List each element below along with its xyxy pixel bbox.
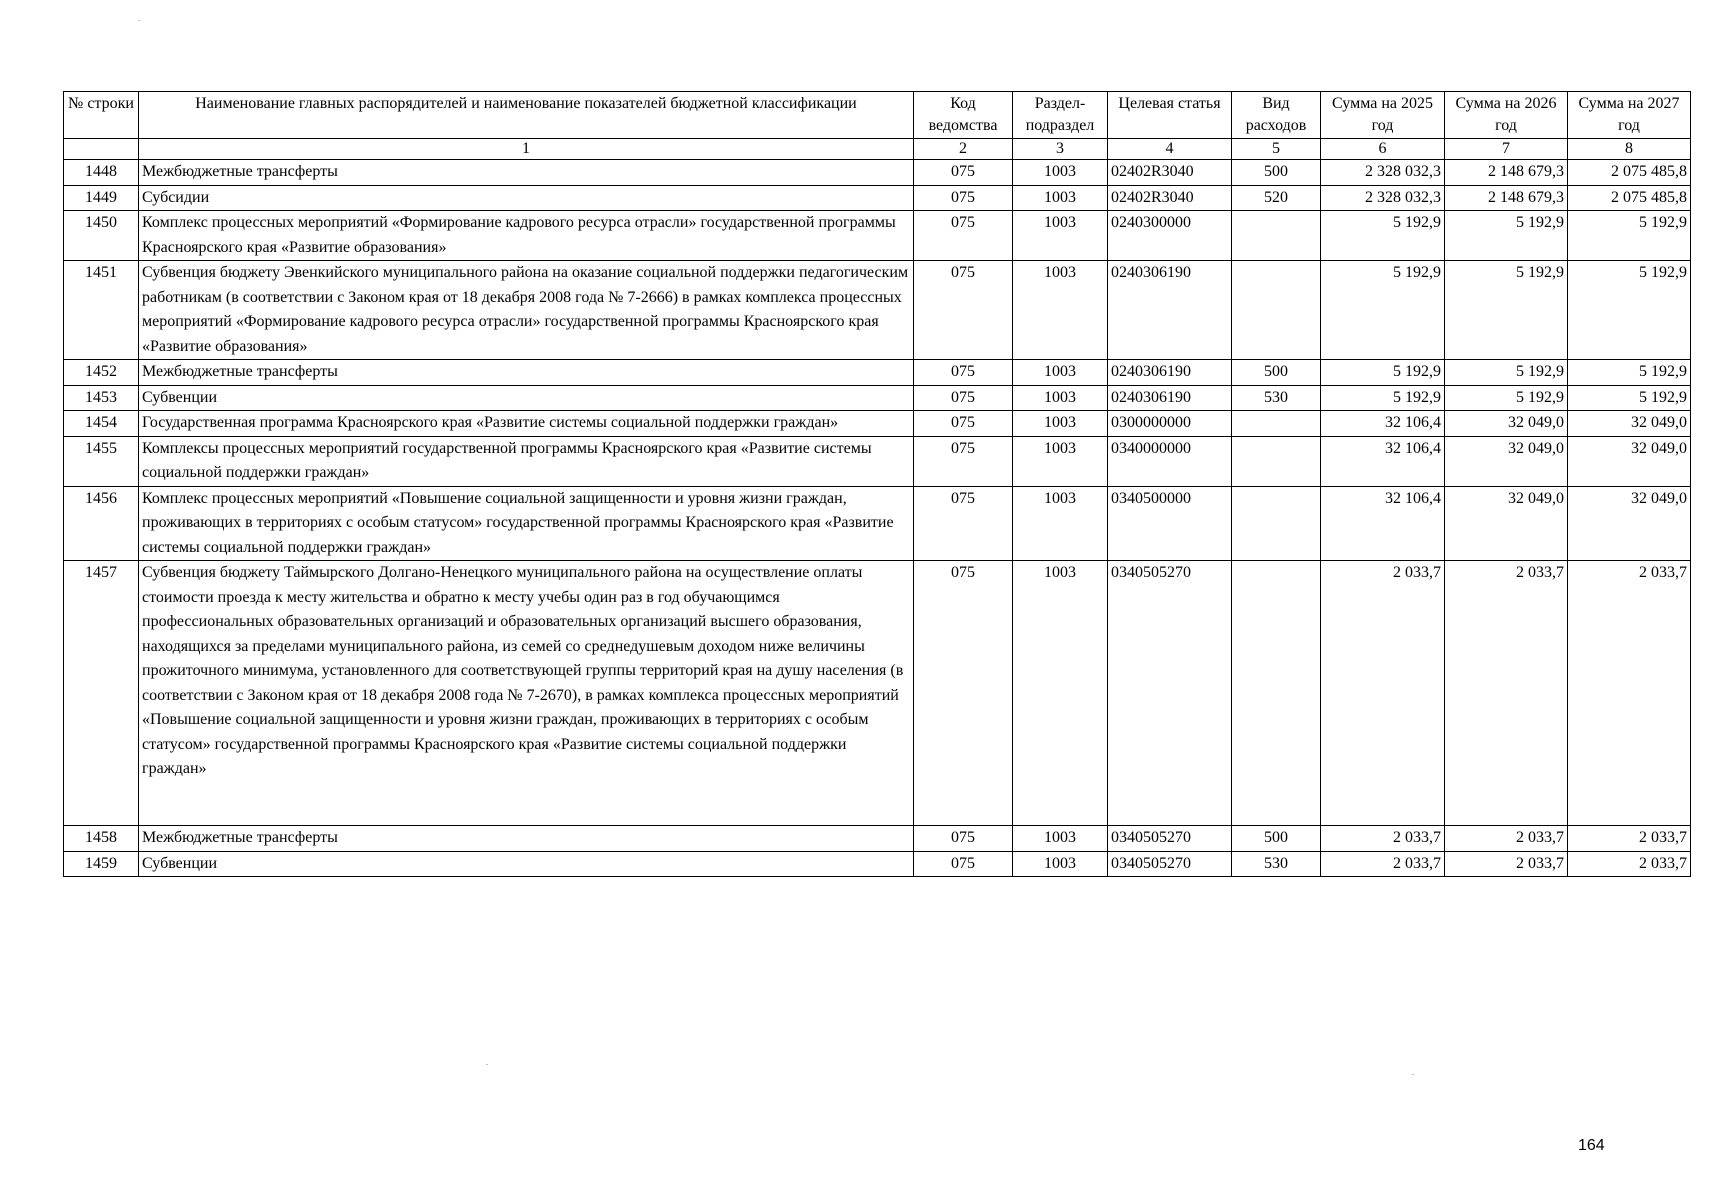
table-row <box>64 561 1691 826</box>
row-expense-type: 530 <box>1232 385 1321 411</box>
row-sum-2026: 2 033,7 <box>1445 851 1568 877</box>
row-name: Государственная программа Красноярского края «Развитие системы социальной поддержки граждан» <box>139 411 914 437</box>
row-sum-2027: 2 033,7 <box>1568 561 1691 826</box>
row-sum-2025: 2 033,7 <box>1321 826 1445 852</box>
row-department-code: 075 <box>914 436 1013 486</box>
column-number-empty <box>64 139 139 160</box>
row-expense-type: 500 <box>1232 826 1321 852</box>
row-target-article: 0340000000 <box>1108 436 1232 486</box>
row-number: 1450 <box>64 211 139 261</box>
row-department-code: 075 <box>914 561 1013 826</box>
row-department-code: 075 <box>914 385 1013 411</box>
row-sum-2025: 5 192,9 <box>1321 261 1445 360</box>
row-number: 1451 <box>64 261 139 360</box>
row-sum-2027: 2 033,7 <box>1568 851 1691 877</box>
row-section: 1003 <box>1013 261 1108 360</box>
row-target-article: 0240306190 <box>1108 385 1232 411</box>
table-row <box>64 185 1691 211</box>
row-expense-type <box>1232 561 1321 826</box>
row-number: 1456 <box>64 486 139 561</box>
row-target-article: 02402R3040 <box>1108 185 1232 211</box>
scan-speck <box>486 1064 488 1065</box>
row-sum-2027: 5 192,9 <box>1568 211 1691 261</box>
row-sum-2027: 2 075 485,8 <box>1568 185 1691 211</box>
row-name: Межбюджетные трансферты <box>139 826 914 852</box>
scan-speck <box>138 20 140 21</box>
header-sum-2026: Сумма на 2026 год <box>1445 92 1568 139</box>
row-sum-2027: 2 075 485,8 <box>1568 160 1691 186</box>
row-name: Межбюджетные трансферты <box>139 360 914 386</box>
row-sum-2026: 2 148 679,3 <box>1445 160 1568 186</box>
row-number: 1455 <box>64 436 139 486</box>
row-name: Комплекс процессных мероприятий «Формирование кадрового ресурса отрасли» государственной программы Красноярского края «Развитие образования» <box>139 211 914 261</box>
column-number: 8 <box>1568 139 1691 160</box>
header-section: Раздел-подраздел <box>1013 92 1108 139</box>
row-target-article: 0300000000 <box>1108 411 1232 437</box>
table-row <box>64 486 1691 561</box>
row-sum-2025: 2 033,7 <box>1321 561 1445 826</box>
row-department-code: 075 <box>914 411 1013 437</box>
row-department-code: 075 <box>914 160 1013 186</box>
row-department-code: 075 <box>914 211 1013 261</box>
row-sum-2026: 2 148 679,3 <box>1445 185 1568 211</box>
row-sum-2026: 5 192,9 <box>1445 385 1568 411</box>
row-expense-type <box>1232 411 1321 437</box>
row-name: Субвенции <box>139 385 914 411</box>
row-target-article: 0340505270 <box>1108 851 1232 877</box>
row-sum-2027: 32 049,0 <box>1568 411 1691 437</box>
row-sum-2026: 32 049,0 <box>1445 436 1568 486</box>
row-section: 1003 <box>1013 561 1108 826</box>
row-sum-2025: 5 192,9 <box>1321 385 1445 411</box>
row-target-article: 0340500000 <box>1108 486 1232 561</box>
table-row <box>64 436 1691 486</box>
row-section: 1003 <box>1013 385 1108 411</box>
column-number: 3 <box>1013 139 1108 160</box>
row-sum-2027: 5 192,9 <box>1568 261 1691 360</box>
table-body <box>64 160 1691 877</box>
column-number: 6 <box>1321 139 1445 160</box>
table-row <box>64 411 1691 437</box>
row-number: 1452 <box>64 360 139 386</box>
row-expense-type <box>1232 436 1321 486</box>
row-section: 1003 <box>1013 360 1108 386</box>
row-sum-2025: 32 106,4 <box>1321 436 1445 486</box>
column-number: 4 <box>1108 139 1232 160</box>
column-number: 1 <box>139 139 914 160</box>
header-name: Наименование главных распорядителей и наименование показателей бюджетной классификации <box>139 92 914 139</box>
row-department-code: 075 <box>914 486 1013 561</box>
table-row <box>64 261 1691 360</box>
row-department-code: 075 <box>914 851 1013 877</box>
column-number: 7 <box>1445 139 1568 160</box>
row-sum-2026: 5 192,9 <box>1445 211 1568 261</box>
row-expense-type <box>1232 261 1321 360</box>
row-target-article: 02402R3040 <box>1108 160 1232 186</box>
row-section: 1003 <box>1013 486 1108 561</box>
row-section: 1003 <box>1013 160 1108 186</box>
budget-table <box>63 91 1691 877</box>
table-row <box>64 826 1691 852</box>
row-sum-2025: 2 328 032,3 <box>1321 185 1445 211</box>
row-section: 1003 <box>1013 826 1108 852</box>
table-row <box>64 385 1691 411</box>
scan-speck <box>1412 1074 1414 1075</box>
header-sum-2025: Сумма на 2025 год <box>1321 92 1445 139</box>
row-sum-2027: 2 033,7 <box>1568 826 1691 852</box>
header-expense-type: Вид расходов <box>1232 92 1321 139</box>
header-row-number: № строки <box>64 92 139 139</box>
row-section: 1003 <box>1013 436 1108 486</box>
row-expense-type: 500 <box>1232 160 1321 186</box>
row-sum-2027: 32 049,0 <box>1568 486 1691 561</box>
header-target-article: Целевая статья <box>1108 92 1232 139</box>
row-number: 1454 <box>64 411 139 437</box>
row-name: Субвенции <box>139 851 914 877</box>
row-department-code: 075 <box>914 360 1013 386</box>
row-number: 1458 <box>64 826 139 852</box>
column-number-row <box>64 139 1691 160</box>
table-row <box>64 160 1691 186</box>
row-section: 1003 <box>1013 185 1108 211</box>
row-name: Межбюджетные трансферты <box>139 160 914 186</box>
row-name: Субсидии <box>139 185 914 211</box>
row-target-article: 0340505270 <box>1108 826 1232 852</box>
row-sum-2025: 5 192,9 <box>1321 360 1445 386</box>
column-number: 5 <box>1232 139 1321 160</box>
row-sum-2025: 2 328 032,3 <box>1321 160 1445 186</box>
table-row <box>64 211 1691 261</box>
row-name: Субвенция бюджету Таймырского Долгано-Ненецкого муниципального района на осуществление оплаты стоимости проезда к месту жительства и обратно к месту учебы один раз в год обучающимся профессиональных образовательных организаций и образовательных организаций высшего образования, находящихся за пределами муниципального района, из семей со среднедушевым доходом ниже величины прожиточного минимума, установленного для соответствующей группы территорий края на душу населения (в соответствии с Законом края от 18 декабря 2008 года № 7-2670), в рамках комплекса процессных мероприятий «Повышение социальной защищенности и уровня жизни граждан, проживающих в территориях с особым статусом» государственной программы Красноярского края «Развитие системы социальной поддержки граждан» <box>139 561 914 826</box>
row-expense-type <box>1232 486 1321 561</box>
row-department-code: 075 <box>914 826 1013 852</box>
header-sum-2027: Сумма на 2027 год <box>1568 92 1691 139</box>
row-name: Комплексы процессных мероприятий государственной программы Красноярского края «Развитие системы социальной поддержки граждан» <box>139 436 914 486</box>
row-name: Комплекс процессных мероприятий «Повышение социальной защищенности и уровня жизни граждан, проживающих в территориях с особым статусом» государственной программы Красноярского края «Развитие системы социальной поддержки граждан» <box>139 486 914 561</box>
row-expense-type <box>1232 211 1321 261</box>
table-row <box>64 360 1691 386</box>
row-sum-2025: 2 033,7 <box>1321 851 1445 877</box>
row-sum-2025: 5 192,9 <box>1321 211 1445 261</box>
header-row <box>64 92 1691 139</box>
row-sum-2027: 32 049,0 <box>1568 436 1691 486</box>
row-number: 1457 <box>64 561 139 826</box>
row-number: 1448 <box>64 160 139 186</box>
row-target-article: 0240306190 <box>1108 261 1232 360</box>
row-sum-2026: 32 049,0 <box>1445 411 1568 437</box>
row-target-article: 0240306190 <box>1108 360 1232 386</box>
row-number: 1459 <box>64 851 139 877</box>
row-sum-2027: 5 192,9 <box>1568 360 1691 386</box>
row-target-article: 0240300000 <box>1108 211 1232 261</box>
row-expense-type: 500 <box>1232 360 1321 386</box>
row-expense-type: 530 <box>1232 851 1321 877</box>
header-department-code: Код ведомства <box>914 92 1013 139</box>
row-section: 1003 <box>1013 411 1108 437</box>
row-target-article: 0340505270 <box>1108 561 1232 826</box>
row-department-code: 075 <box>914 261 1013 360</box>
row-number: 1453 <box>64 385 139 411</box>
row-sum-2027: 5 192,9 <box>1568 385 1691 411</box>
table-row <box>64 851 1691 877</box>
row-name: Субвенция бюджету Эвенкийского муниципального района на оказание социальной поддержки педагогическим работникам (в соответствии с Законом края от 18 декабря 2008 года № 7-2666) в рамках комплекса процессных мероприятий «Формирование кадрового ресурса отрасли» государственной программы Красноярского края «Развитие образования» <box>139 261 914 360</box>
row-sum-2025: 32 106,4 <box>1321 486 1445 561</box>
page-number: 164 <box>1578 1137 1605 1154</box>
row-sum-2026: 5 192,9 <box>1445 360 1568 386</box>
column-number: 2 <box>914 139 1013 160</box>
row-sum-2026: 2 033,7 <box>1445 561 1568 826</box>
row-number: 1449 <box>64 185 139 211</box>
row-sum-2026: 2 033,7 <box>1445 826 1568 852</box>
row-sum-2025: 32 106,4 <box>1321 411 1445 437</box>
row-sum-2026: 32 049,0 <box>1445 486 1568 561</box>
row-section: 1003 <box>1013 211 1108 261</box>
row-department-code: 075 <box>914 185 1013 211</box>
row-section: 1003 <box>1013 851 1108 877</box>
row-sum-2026: 5 192,9 <box>1445 261 1568 360</box>
row-expense-type: 520 <box>1232 185 1321 211</box>
